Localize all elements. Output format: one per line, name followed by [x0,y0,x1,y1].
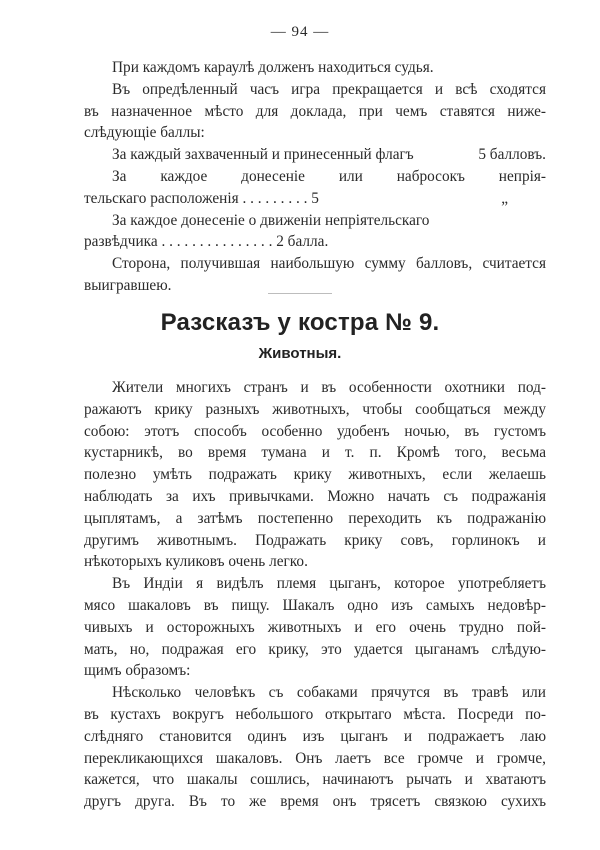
story-title: Разсказъ у костра № 9. [160,309,440,336]
text-line: щимъ образомъ: [84,662,191,680]
text-line: Въ опредѣленный часъ игра прекращается и всѣ сходятся [112,80,546,98]
score-line: За каждое донесеніе о движеніи непріятельскаго [112,211,430,229]
score-text: За каждый захваченный и принесенный флагъ [112,146,414,164]
text-line: При каждомъ караулѣ долженъ находиться судья. [112,59,434,76]
text-line: кустарникѣ, во время тумана и т. п. Кромѣ того, весьма [84,444,546,462]
text-line: мясо шакаловъ въ пищу. Шакалъ одно изъ самыхъ недовѣр- [84,596,546,614]
text-line: собою: этотъ способъ особенно удобенъ ночью, въ густомъ [84,422,546,440]
text-line: Сторона, получившая наибольшую сумму балловъ, считается [112,255,546,273]
page-number: — 94 — [270,24,330,40]
score-text: тельскаго расположенія . . . . . . . . . 5 [84,189,319,207]
text-line: Жители многихъ странъ и въ особенности охотники под- [112,379,546,396]
score-line: За каждое донесеніе или набросокъ непрія- [112,167,546,185]
text-line: другъ друга. Въ то же время онъ трясетъ связкою сухихъ [84,793,546,811]
text-line: ражаютъ крику разныхъ животныхъ, чтобы сообщаться между [84,400,546,418]
text-line: другимъ животнымъ. Подражать крику совъ, горлинокъ и [84,531,546,549]
story-body [84,377,546,813]
text-line: перекликающихся шакаловъ. Онъ лаетъ все громче и громче, [84,749,546,767]
score-value: 5 балловъ. [478,146,546,164]
text-line: цыплятамъ, а затѣмъ постепенно переходить къ подражанію [84,509,546,527]
text-line: слѣдующіе баллы: [84,124,205,142]
text-line: въ кустахъ вокругъ небольшого открытаго мѣста. Посреди по- [84,705,546,723]
text-line: Въ Индіи я видѣлъ племя цыганъ, которое употребляетъ [112,575,546,593]
rules-section [84,57,546,297]
text-line: кажется, что шакалы сошлись, начинаютъ рычать и хватаютъ [84,771,546,789]
section-divider [268,293,332,294]
score-line [84,188,546,210]
text-line: Нѣсколько человѣкъ съ собаками прячутся въ травѣ или [112,684,546,702]
text-line: чивыхъ и осторожныхъ животныхъ и его очень трудно пой- [84,618,546,636]
text-line: нѣкоторыхъ куликовъ очень легко. [84,553,308,571]
text-line: наблюдать за ихъ привычками. Можно начать съ подражанія [84,487,546,505]
score-line [84,144,546,166]
text-line: полезно умѣть подражать крику животныхъ, если желаешь [84,466,546,484]
text-line: въ назначенное мѣсто для доклада, при чемъ ставятся ниже- [84,102,546,120]
text-line: выигравшею. [84,276,172,294]
story-subtitle: Животныя. [258,345,342,362]
text-line: слѣдняго становится одинъ изъ цыганъ и подражаетъ лаю [84,727,546,745]
score-text: развѣдчика . . . . . . . . . . . . . . . 2 балла. [84,233,329,251]
score-value: „ [501,189,508,207]
score-line [84,231,546,253]
text-line: мать, но, подражая его крику, это удается цыганамъ слѣдую- [84,640,546,658]
